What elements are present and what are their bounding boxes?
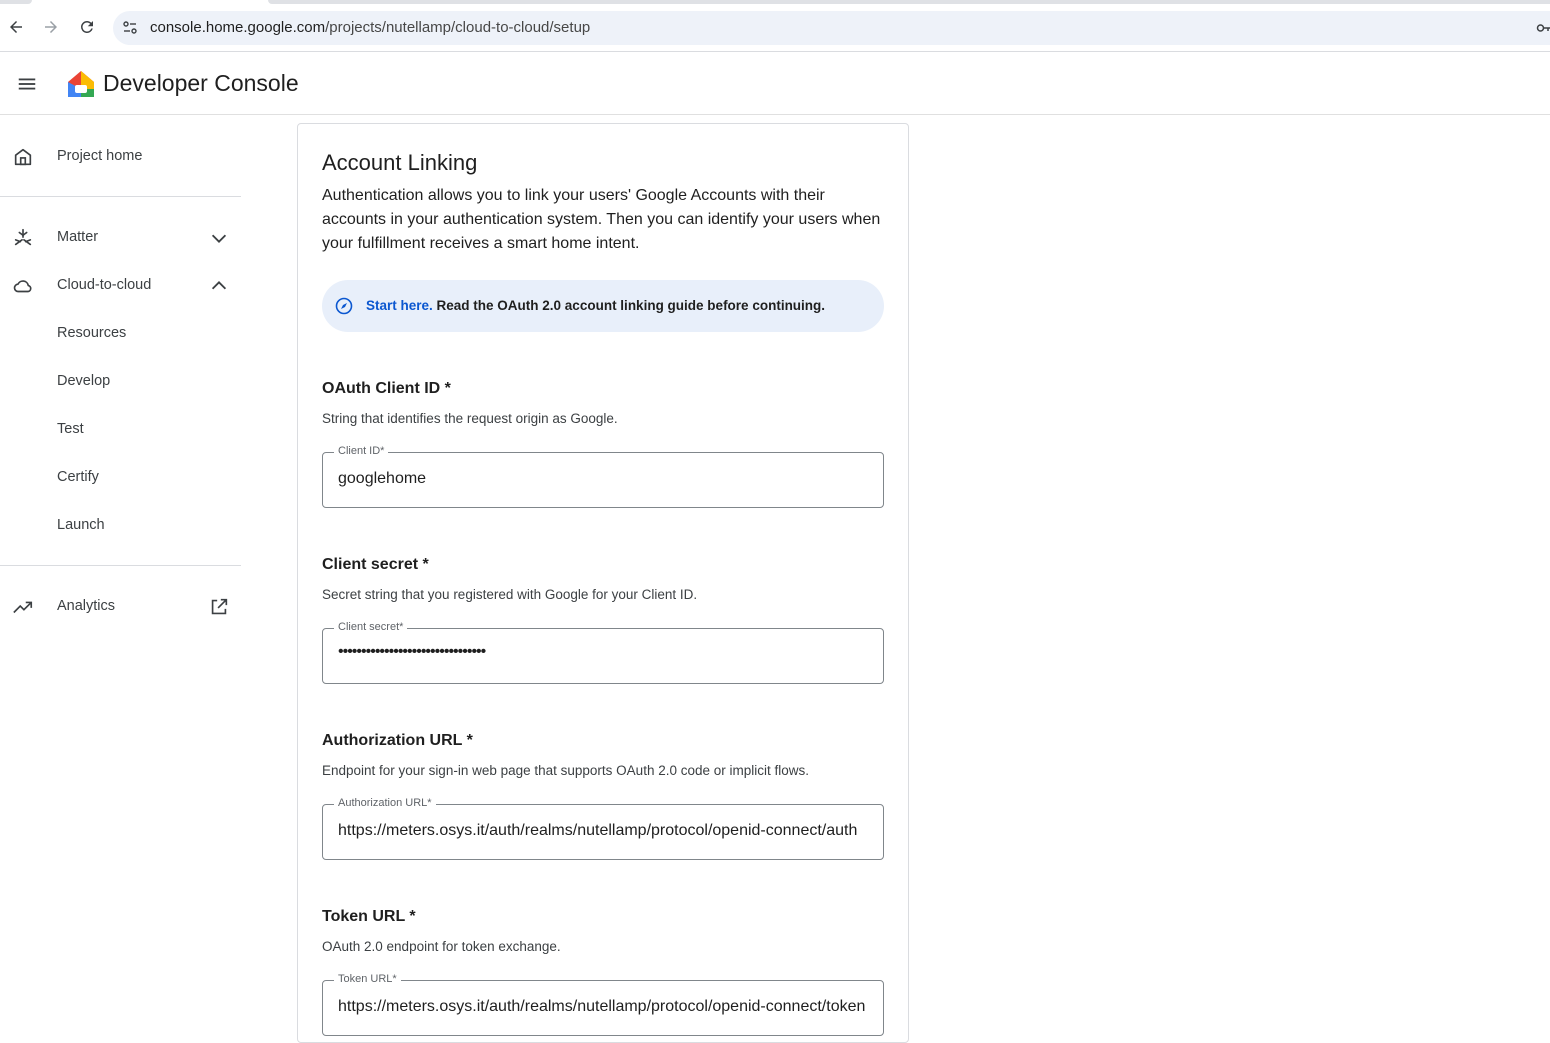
- browser-tab[interactable]: [0, 0, 32, 4]
- back-button[interactable]: [5, 16, 27, 38]
- sidebar-item-label: Project home: [57, 148, 143, 164]
- matter-icon: [12, 227, 34, 249]
- sidebar-item-label: Analytics: [57, 598, 116, 614]
- client-id-field[interactable]: [322, 445, 884, 508]
- client-id-label: Client ID*: [334, 445, 388, 457]
- arrow-back-icon: [7, 18, 25, 36]
- sidebar-item-resources[interactable]: [0, 313, 242, 353]
- app-header: [0, 53, 1550, 115]
- sidebar-item-cloud-to-cloud[interactable]: [0, 265, 242, 305]
- client-secret-title: Client secret *: [322, 556, 429, 573]
- sidebar-item-label: Develop: [57, 373, 111, 389]
- sidebar-item-label: Cloud-to-cloud: [57, 277, 152, 293]
- site-settings-icon[interactable]: [122, 20, 138, 36]
- url-text: [150, 19, 590, 36]
- authorization-url-title: Authorization URL *: [322, 732, 473, 749]
- sidebar-divider: [0, 196, 241, 197]
- compass-icon: [335, 297, 353, 315]
- browser-tab[interactable]: [268, 0, 1550, 4]
- authorization-url-help: Endpoint for your sign-in web page that supports OAuth 2.0 code or implicit flows.: [322, 763, 810, 778]
- sidebar-item-launch[interactable]: [0, 505, 242, 545]
- account-linking-card: [297, 123, 909, 1043]
- client-id-help: String that identifies the request origin as Google.: [322, 411, 618, 426]
- page-title: Account Linking: [322, 150, 478, 175]
- token-url-title: Token URL *: [322, 908, 416, 925]
- sidebar-item-develop[interactable]: [0, 361, 242, 401]
- client-id-input[interactable]: googlehome: [338, 470, 427, 487]
- address-bar[interactable]: [113, 11, 1550, 45]
- menu-icon[interactable]: [16, 73, 38, 95]
- token-url-input[interactable]: https://meters.osys.it/auth/realms/nutellamp/protocol/openid-connect/token: [338, 998, 866, 1015]
- sidebar-item-label: Certify: [57, 469, 99, 485]
- sidebar-item-analytics[interactable]: [0, 586, 242, 626]
- browser-toolbar: [0, 0, 1550, 52]
- start-here-link[interactable]: Start here.: [366, 298, 433, 313]
- banner-text: [366, 298, 825, 313]
- token-url-field[interactable]: [322, 973, 884, 1036]
- sidebar-item-label: Test: [57, 421, 84, 437]
- sidebar-item-label: Resources: [57, 325, 127, 341]
- google-home-logo-icon[interactable]: [66, 69, 96, 99]
- sidebar-item-certify[interactable]: [0, 457, 242, 497]
- authorization-url-field[interactable]: [322, 797, 884, 860]
- url-host: console.home.google.com: [150, 19, 326, 36]
- sidebar-item-label: Matter: [57, 229, 99, 245]
- sidebar-divider: [0, 565, 241, 566]
- info-banner: [322, 280, 884, 332]
- client-secret-label: Client secret*: [334, 621, 407, 633]
- authorization-url-input[interactable]: https://meters.osys.it/auth/realms/nutellamp/protocol/openid-connect/auth: [338, 822, 858, 839]
- sidebar: [0, 116, 242, 1032]
- authorization-url-label: Authorization URL*: [334, 797, 436, 809]
- forward-button[interactable]: [40, 16, 62, 38]
- client-secret-help: Secret string that you registered with Google for your Client ID.: [322, 587, 698, 602]
- client-secret-field[interactable]: [322, 621, 884, 684]
- arrow-forward-icon: [42, 18, 60, 36]
- token-url-label: Token URL*: [334, 973, 401, 985]
- chevron-up-icon[interactable]: [208, 275, 230, 297]
- open-in-new-icon[interactable]: [208, 596, 230, 618]
- reload-button[interactable]: [76, 16, 98, 38]
- sidebar-item-test[interactable]: [0, 409, 242, 449]
- banner-message: Read the OAuth 2.0 account linking guide before continuing.: [432, 298, 826, 313]
- sidebar-item-project-home[interactable]: [0, 136, 242, 176]
- trending-up-icon: [12, 596, 34, 618]
- url-path: /projects/nutellamp/cloud-to-cloud/setup: [325, 19, 591, 36]
- client-secret-input[interactable]: ••••••••••••••••••••••••••••••••: [338, 643, 486, 660]
- client-id-title: OAuth Client ID *: [322, 380, 451, 397]
- tab-strip: [0, 0, 1550, 5]
- page-description: Authentication allows you to link your users' Google Accounts with their accounts in your authentication system. Then you can identify your users when your fulfillment receives a smart home intent.: [322, 187, 881, 252]
- cloud-icon: [12, 275, 34, 297]
- sidebar-item-matter[interactable]: [0, 217, 242, 257]
- token-url-help: OAuth 2.0 endpoint for token exchange.: [322, 939, 561, 954]
- chevron-down-icon[interactable]: [208, 227, 230, 249]
- sidebar-item-label: Launch: [57, 517, 105, 533]
- app-title: Developer Console: [103, 70, 299, 96]
- reload-icon: [78, 18, 96, 36]
- key-icon[interactable]: [1536, 20, 1550, 36]
- home-icon: [12, 146, 34, 168]
